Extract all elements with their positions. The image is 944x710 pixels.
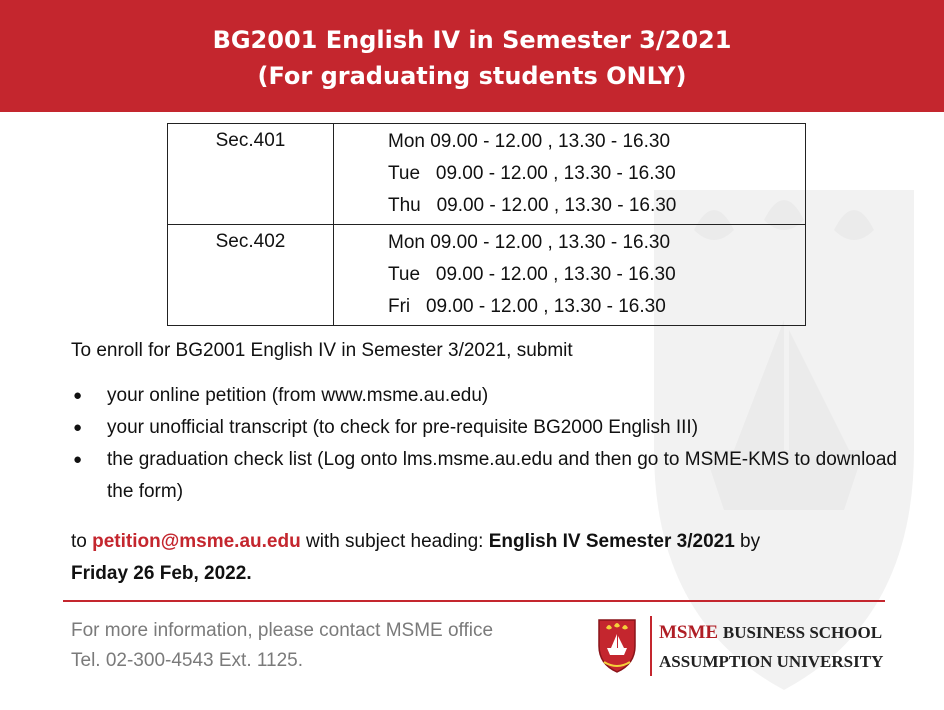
contact-line: For more information, please contact MSME office bbox=[71, 620, 494, 641]
university-crest-icon bbox=[596, 616, 638, 674]
times-cell bbox=[334, 225, 806, 326]
petition-email-link[interactable]: petition@msme.au.edu bbox=[92, 531, 301, 552]
contact-phone: Tel. 02-300-4543 Ext. 1125. bbox=[71, 650, 304, 671]
time-slot: Tue 09.00 - 12.00 , 13.30 - 16.30 bbox=[388, 163, 676, 184]
header-banner bbox=[0, 0, 944, 112]
bullet-icon: ● bbox=[73, 451, 83, 468]
list-item bbox=[71, 444, 911, 508]
logo-business-school: BUSINESS SCHOOL bbox=[722, 623, 883, 642]
page-title: BG2001 English IV in Semester 3/2021 bbox=[212, 26, 732, 54]
submit-by: by bbox=[734, 531, 761, 552]
list-item bbox=[71, 412, 911, 444]
bullet-icon: ● bbox=[73, 419, 83, 436]
contact-info bbox=[71, 616, 493, 676]
requirements-list bbox=[71, 380, 911, 508]
requirement-text: your unofficial transcript (to check for pre-requisite BG2000 English III) bbox=[107, 417, 699, 438]
bullet-icon: ● bbox=[73, 387, 83, 404]
time-slot: Tue 09.00 - 12.00 , 13.30 - 16.30 bbox=[388, 264, 676, 285]
section-cell: Sec.402 bbox=[168, 225, 334, 326]
logo-msme: MSME bbox=[659, 622, 719, 643]
submit-prefix: to bbox=[71, 531, 93, 552]
submit-middle: with subject heading: bbox=[300, 531, 489, 552]
logo-divider bbox=[650, 616, 652, 676]
time-slot: Mon 09.00 - 12.00 , 13.30 - 16.30 bbox=[388, 232, 671, 253]
section-cell: Sec.401 bbox=[168, 124, 334, 225]
times-cell bbox=[334, 124, 806, 225]
deadline: Friday 26 Feb, 2022. bbox=[71, 563, 252, 584]
logo-university: ASSUMPTION UNIVERSITY bbox=[659, 652, 884, 671]
msme-logo bbox=[596, 614, 886, 678]
requirement-text: your online petition (from www.msme.au.edu) bbox=[107, 385, 489, 406]
logo-school-name bbox=[659, 622, 882, 644]
requirement-text: the graduation check list (Log onto lms.msme.au.edu and then go to MSME-KMS to download the form) bbox=[107, 449, 897, 502]
list-item bbox=[71, 380, 911, 412]
time-slot: Thu 09.00 - 12.00 , 13.30 - 16.30 bbox=[388, 195, 677, 216]
time-slot: Fri 09.00 - 12.00 , 13.30 - 16.30 bbox=[388, 296, 666, 317]
table-row bbox=[168, 225, 806, 326]
enroll-intro: To enroll for BG2001 English IV in Semester 3/2021, submit bbox=[71, 340, 573, 361]
divider bbox=[63, 600, 885, 602]
submit-instructions bbox=[71, 526, 861, 590]
table-row bbox=[168, 124, 806, 225]
time-slot: Mon 09.00 - 12.00 , 13.30 - 16.30 bbox=[388, 131, 671, 152]
page-subtitle: (For graduating students ONLY) bbox=[257, 62, 687, 90]
schedule-table bbox=[167, 123, 806, 326]
subject-heading: English IV Semester 3/2021 bbox=[488, 531, 735, 552]
